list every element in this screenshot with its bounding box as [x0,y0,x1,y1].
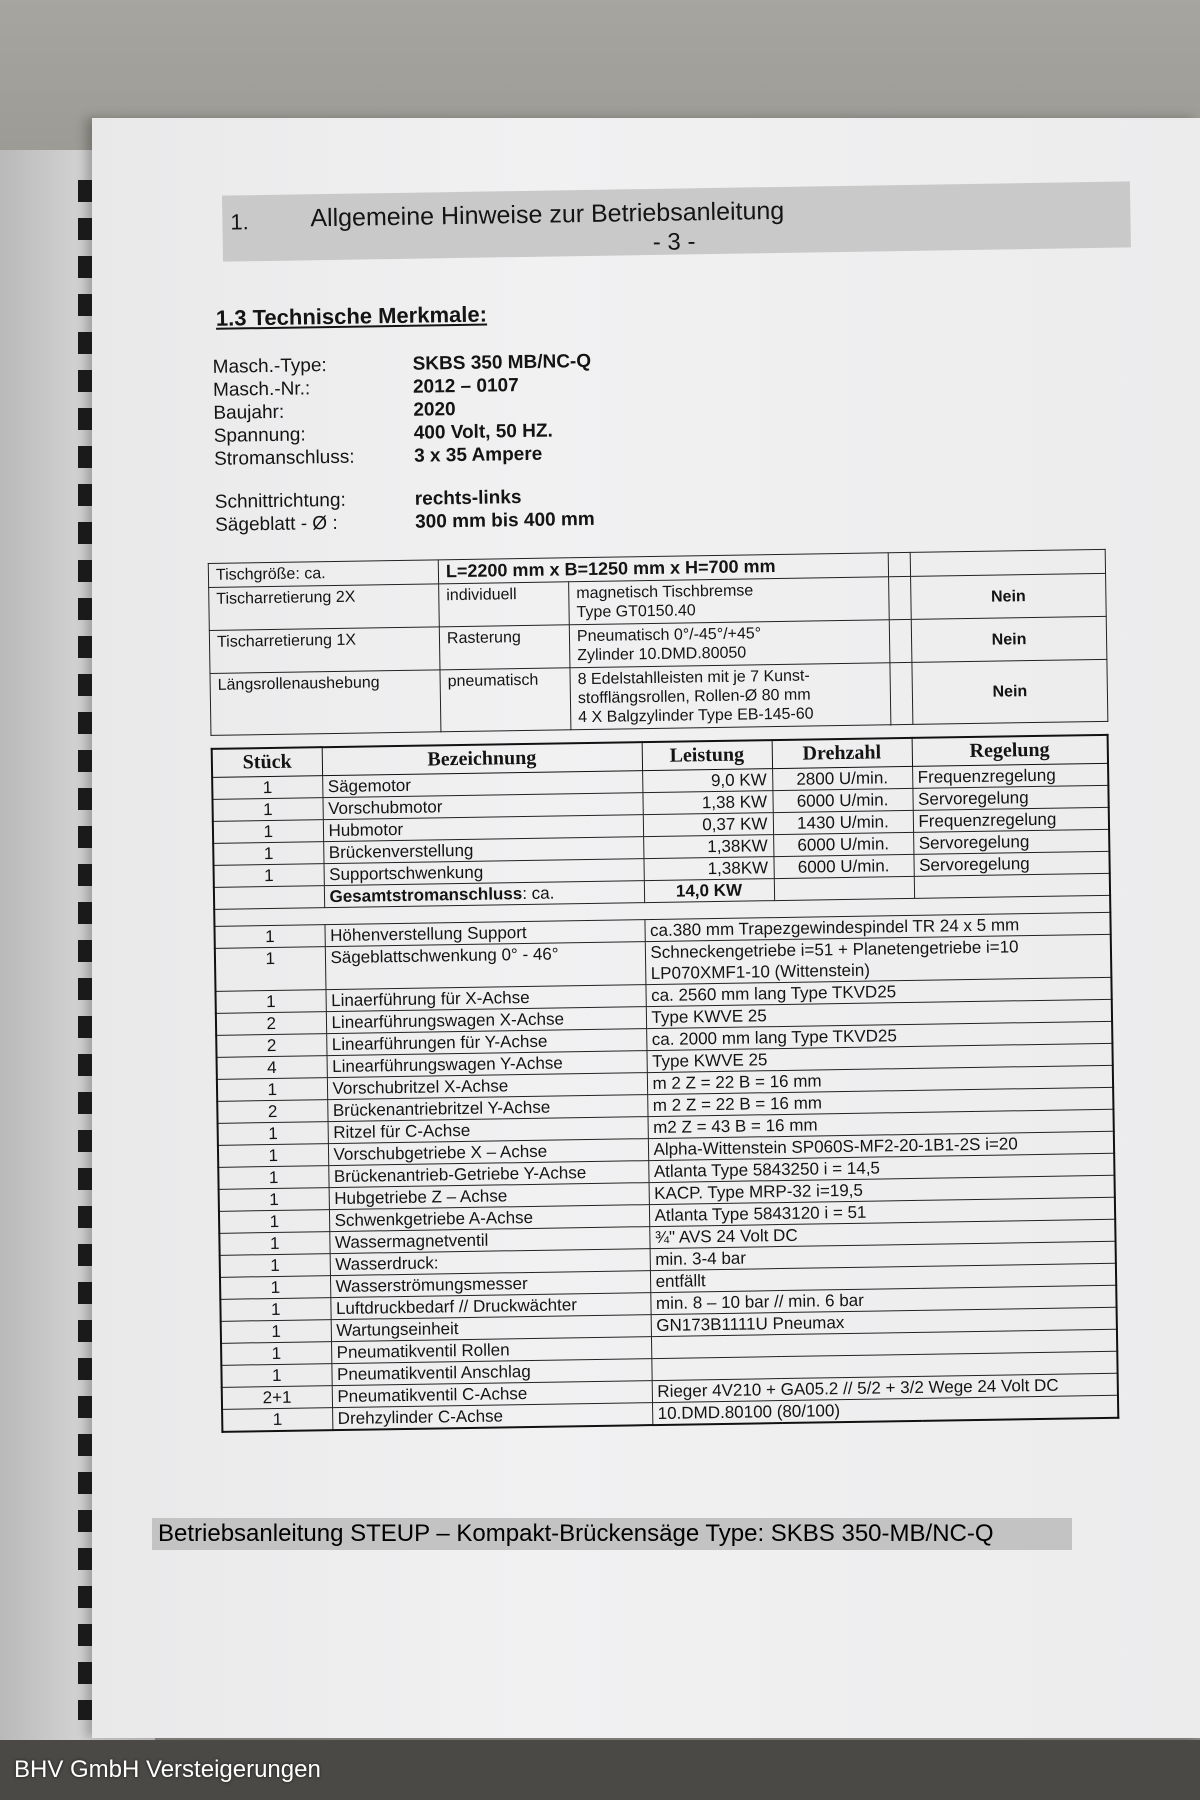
name-cell: Vorschubritzel X-Achse [327,1073,647,1100]
watermark: BHV GmbH Versteigerungen [14,1756,321,1783]
name-cell: Luftdruckbedarf // Druckwächter [330,1293,650,1320]
qty-cell: 1 [213,842,323,866]
name-cell: Pneumatikventil C-Achse [332,1381,652,1408]
spec-label: Baujahr: [213,401,285,424]
control-cell: Servoregelung [913,851,1109,876]
name-cell: Ritzel für C-Achse [328,1117,648,1144]
column-header: Bezeichnung [322,742,642,776]
spec-cell: Schneckengetriebe i=51 + Planetengetriebe i=10 LP070XMF1-10 (Wittenstein) [645,934,1112,984]
spec-cell: KACP. Type MRP-32 i=19,5 [649,1175,1115,1204]
qty-cell: 1 [212,776,322,800]
power-cell: 1,38KW [643,857,773,881]
feature-mode: pneumatisch [440,668,571,732]
qty-cell: 1 [221,1364,331,1388]
spec-value: 3 x 35 Ampere [413,443,543,467]
speed-cell: 1430 U/min. [773,810,913,834]
speed-cell: 2800 U/min. [772,766,912,790]
name-cell: Wassermagnetventil [329,1227,649,1254]
feature-label: Tischarretierung 2X [209,584,440,631]
page-header [222,181,1131,261]
spec-value: 2012 – 0107 [412,375,519,398]
feature-answer: Nein [911,616,1107,662]
qty-cell: 1 [213,820,323,844]
table-cell [889,619,912,662]
table-cell [914,873,1110,898]
spec-list [213,341,1168,537]
qty-cell: 1 [215,990,325,1014]
name-cell: Linaerführung für X-Achse [325,985,645,1012]
table-cell [644,879,774,903]
qty-cell: 1 [219,1232,329,1256]
spec-value: 300 mm bis 400 mm [414,508,595,533]
qty-cell: 1 [220,1276,330,1300]
power-cell: 1,38 KW [642,791,772,815]
spec-value: SKBS 350 MB/NC-Q [412,350,592,375]
qty-cell: 1 [215,947,326,992]
column-header: Stück [212,747,322,777]
feature-label: Tischarretierung 1X [209,627,440,674]
table-cell: L=2200 mm x B=1250 mm x H=700 mm [438,553,888,584]
name-cell: Sägemotor [322,771,642,798]
qty-cell: 1 [221,1320,331,1344]
feature-label: Längsrollenaushebung [210,670,441,736]
table-components [211,734,1120,1433]
feature-mode: Rasterung [439,625,570,670]
qty-cell: 1 [220,1254,330,1278]
speed-cell: 6000 U/min. [772,788,912,812]
page-number: - 3 - [652,228,696,256]
table-cell [910,549,1105,576]
section-title: 1.3 Technische Merkmale: [215,301,488,331]
qty-cell: 1 [212,798,322,822]
spec-cell: GN173B1111U Pneumax [651,1307,1117,1336]
spec-label: Masch.-Nr.: [212,378,311,401]
name-cell: Pneumatikventil Anschlag [331,1359,651,1386]
qty-cell: 1 [218,1144,328,1168]
chapter-title: Allgemeine Hinweise zur Betriebsanleitung [310,196,785,233]
spec-label: Stromanschluss: [213,446,355,470]
spec-label: Schnittrichtung: [214,489,346,513]
qty-cell: 1 [222,1408,332,1432]
speed-cell: 6000 U/min. [773,832,913,856]
feature-desc: 8 Edelstahlleisten mit je 7 Kunst- stofflängsrollen, Rollen-Ø 80 mm 4 X Balgzylinder Type EB-145-60 [570,663,891,730]
name-cell: Pneumatikventil Rollen [331,1337,651,1364]
table-row [210,659,1108,735]
feature-answer: Nein [911,573,1107,619]
feature-desc: Pneumatisch 0°/-45°/+45° Zylinder 10.DMD.80050 [569,620,890,668]
spiral-binding [78,180,92,1720]
table-cell [214,886,324,910]
name-cell: Brückenantriebritzel Y-Achse [327,1095,647,1122]
total-value: 14,0 KW [675,880,743,901]
spec-cell: Type KWVE 25 [646,999,1112,1028]
spec-value: 2020 [413,399,456,421]
spec-cell: Alpha-Wittenstein SP060S-MF2-20-1B1-2S i=20 [648,1131,1114,1160]
spec-cell: min. 3-4 bar [650,1241,1116,1270]
spec-label: Sägeblatt - Ø : [215,512,338,536]
name-cell: Linearführungswagen X-Achse [326,1007,646,1034]
power-cell: 9,0 KW [642,769,772,793]
total-suffix: : ca. [522,883,555,904]
table-cell [774,876,914,900]
name-cell: Wasserdruck: [330,1249,650,1276]
qty-cell: 2 [217,1100,327,1124]
qty-cell: 1 [219,1188,329,1212]
chapter-number: 1. [230,209,249,235]
spec-cell: m2 Z = 43 B = 16 mm [648,1109,1114,1138]
spec-cell: ca. 2000 mm lang Type TKVD25 [646,1021,1112,1050]
qty-cell: 1 [217,1078,327,1102]
name-cell: Hubmotor [323,815,643,842]
spec-label: Spannung: [213,424,306,447]
feature-mode: individuell [439,582,570,627]
spec-cell: ¾" AVS 24 Volt DC [649,1219,1115,1248]
name-cell: Linearführungswagen Y-Achse [327,1051,647,1078]
page-footer: Betriebsanleitung STEUP – Kompakt-Brückensäge Type: SKBS 350-MB/NC-Q [158,1520,994,1547]
name-cell: Wasserströmungsmesser [330,1271,650,1298]
name-cell: Schwenkgetriebe A-Achse [329,1205,649,1232]
name-cell: Hubgetriebe Z – Achse [329,1183,649,1210]
table-cell [889,576,912,619]
qty-cell: 2 [216,1034,326,1058]
control-cell: Servoregelung [913,829,1109,854]
name-cell: Wartungseinheit [331,1315,651,1342]
document-page [92,118,1200,1738]
spec-value: 400 Volt, 50 HZ. [413,420,553,444]
qty-cell: 1 [214,925,324,949]
qty-cell: 1 [218,1122,328,1146]
name-cell: Brückenantrieb-Getriebe Y-Achse [328,1161,648,1188]
spec-cell: m 2 Z = 22 B = 16 mm [647,1065,1113,1094]
control-cell: Frequenzregelung [912,763,1108,788]
qty-cell: 2 [216,1012,326,1036]
table-features [208,549,1109,736]
qty-cell: 1 [221,1342,331,1366]
column-header: Drehzahl [772,738,912,769]
power-cell: 1,38KW [643,835,773,859]
qty-cell: 1 [219,1210,329,1234]
table-cell: Tischgröße: ca. [208,560,438,588]
table-cell [888,552,910,576]
name-cell: Brückenverstellung [323,837,643,864]
qty-cell: 4 [217,1056,327,1080]
table-cell [890,662,913,724]
qty-cell: 2+1 [222,1386,332,1410]
spec-cell: ca. 2560 mm lang Type TKVD25 [645,977,1111,1006]
name-cell: Linearführungen für Y-Achse [326,1029,646,1056]
spec-cell: 10.DMD.80100 (80/100) [652,1395,1118,1425]
spec-cell: Type KWVE 25 [646,1043,1112,1072]
spec-cell: ca.380 mm Trapezgewindespindel TR 24 x 5 mm [644,912,1110,941]
qty-cell: 1 [214,864,324,888]
control-cell: Frequenzregelung [913,807,1109,832]
name-cell: Supportschwenkung [324,859,644,886]
spec-cell: m 2 Z = 22 B = 16 mm [647,1087,1113,1116]
feature-desc: magnetisch Tischbremse Type GT0150.40 [569,577,890,625]
power-cell: 0,37 KW [643,813,773,837]
spec-label: Masch.-Type: [212,355,327,378]
spec-cell: entfällt [650,1263,1116,1292]
qty-cell: 1 [220,1298,330,1322]
name-cell: Sägeblattschwenkung 0° - 46° [325,942,646,990]
qty-cell: 1 [218,1166,328,1190]
name-cell: Höhenverstellung Support [324,920,644,947]
page-content [202,181,1181,1433]
column-header: Leistung [642,740,772,771]
name-cell: Vorschubmotor [322,793,642,820]
spec-cell: min. 8 – 10 bar // min. 6 bar [650,1285,1116,1314]
speed-cell: 6000 U/min. [773,854,913,878]
column-header: Regelung [912,735,1108,767]
control-cell: Servoregelung [912,785,1108,810]
name-cell: Vorschubgetriebe X – Achse [328,1139,648,1166]
spec-value: rechts-links [414,487,522,510]
total-label: Gesamtstromanschluss [329,884,523,907]
feature-answer: Nein [912,659,1108,724]
name-cell: Drehzylinder C-Achse [332,1403,652,1431]
spec-cell: Atlanta Type 5843120 i = 51 [649,1197,1115,1226]
spec-cell: Rieger 4V210 + GA05.2 // 5/2 + 3/2 Wege 24 Volt DC [652,1373,1118,1402]
spec-cell: Atlanta Type 5843250 i = 14,5 [648,1153,1114,1182]
